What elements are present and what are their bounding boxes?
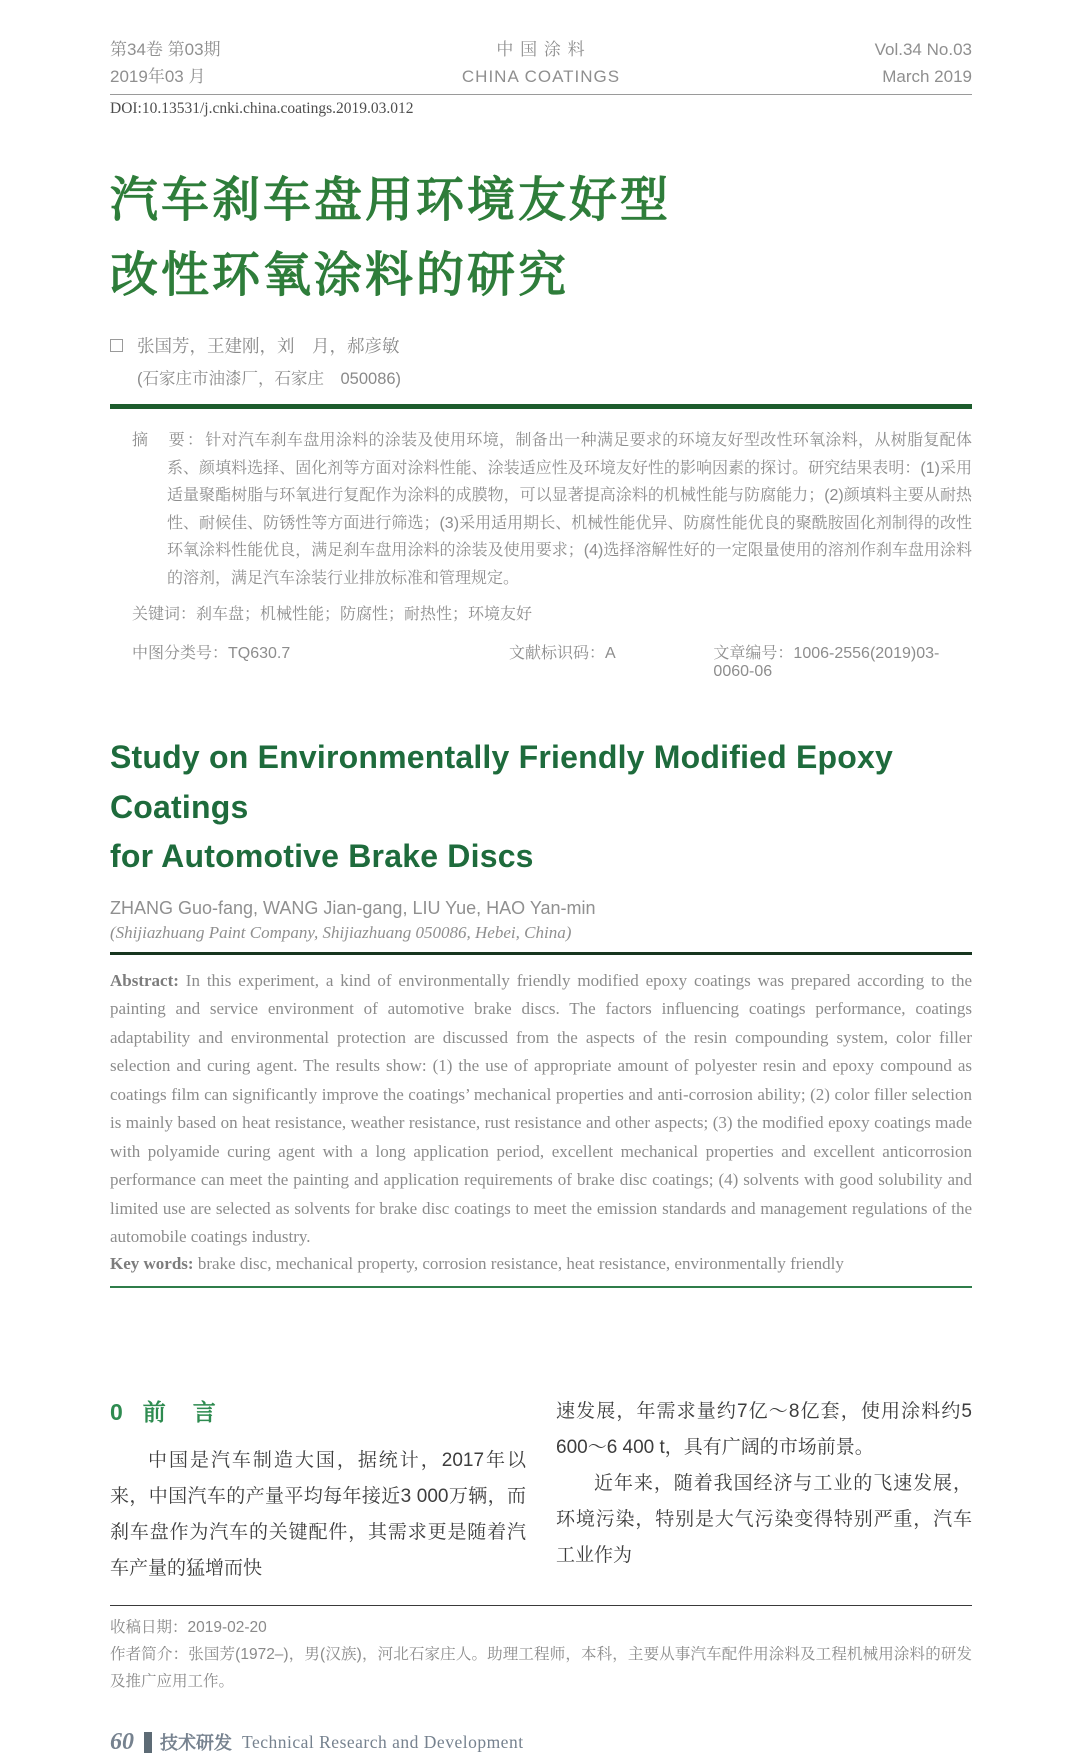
doi: DOI:10.13531/j.cnki.china.coatings.2019.03.012 bbox=[110, 100, 414, 118]
english-title-divider-rule bbox=[110, 952, 972, 955]
article-id: 文章编号：1006-2556(2019)03-0060-06 bbox=[713, 645, 940, 681]
body-column-left bbox=[110, 1394, 526, 1587]
author-bio: 作者简介：张国芳(1972–)，男(汉族)，河北石家庄人。助理工程师，本科，主要从事汽车配件用涂料及工程机械用涂料的研发及推广应用工作。 bbox=[110, 1645, 972, 1690]
authors-en: ZHANG Guo-fang, WANG Jian-gang, LIU Yue, HAO Yan-min bbox=[110, 897, 596, 918]
footer-section-cn: 技术研发 bbox=[160, 1733, 232, 1754]
abstract-cn bbox=[132, 427, 972, 592]
page-footer bbox=[110, 1729, 972, 1756]
title-divider-rule bbox=[110, 404, 972, 409]
page-number: 60 bbox=[110, 1728, 134, 1755]
header-vol-info bbox=[685, 36, 972, 90]
journal-name-cn: 中 国 涂 料 bbox=[496, 40, 586, 59]
abstract-text-cn: 针对汽车刹车盘用涂料的涂装及使用环境，制备出一种满足要求的环境友好型改性环氧涂料，从树脂复配体系、颜填料选择、固化剂等方面对涂料性能、涂装适应性及环境友好性的影响因素的探讨。研究结果表明：(1)采用适量聚酯树脂与环氧进行复配作为涂料的成膜物，可以显著提高涂料的机械性能与防腐能力；(2)颜填料主要从耐热性、耐候佳、防锈性等方面进行筛选；(3)采用适用期长、机械性能优异、防腐性能优良的聚酰胺固化剂制得的改性环氧涂料性能优良，满足刹车盘用涂料的涂装及使用要求；(4)选择溶解性好的一定限量使用的溶剂作刹车盘用涂料的溶剂，满足汽车涂装行业排放标准和管理规定。 bbox=[167, 432, 972, 587]
issue-date-en: March 2019 bbox=[882, 67, 972, 87]
journal-name-en: CHINA COATINGS bbox=[461, 67, 621, 87]
keywords-cn: 刹车盘；机械性能；防腐性；耐热性；环境友好 bbox=[196, 606, 533, 624]
author-square-marker bbox=[110, 339, 123, 352]
document-code: 文献标识码：A bbox=[509, 645, 616, 663]
article-title-en-line2: for Automotive Brake Discs bbox=[110, 838, 534, 875]
vol-no-en: Vol.34 No.03 bbox=[874, 40, 972, 59]
abstract-bottom-rule bbox=[110, 1286, 972, 1288]
header-issue-info bbox=[110, 36, 397, 90]
authors-cn-row bbox=[110, 333, 972, 358]
journal-header bbox=[110, 36, 972, 95]
keywords-en-row bbox=[110, 1254, 972, 1274]
article-title-cn bbox=[110, 164, 972, 313]
keywords-en: brake disc, mechanical property, corrosion resistance, heat resistance, environmentally friendly bbox=[197, 1253, 844, 1273]
article-title-en-line1: Study on Environmentally Friendly Modified Epoxy Coatings bbox=[110, 739, 894, 825]
clc-number: 中图分类号：TQ630.7 bbox=[132, 645, 291, 663]
body-paragraph: 中国是汽车制造大国，据统计，2017年以来，中国汽车的产量平均每年接近3 000万辆，而刹车盘作为汽车的关键配件，其需求更是随着汽车产量的猛增而快 bbox=[110, 1449, 526, 1579]
body-column-right bbox=[556, 1394, 972, 1587]
authors-cn: 张国芳，王建刚，刘 月，郝彦敏 bbox=[137, 336, 400, 357]
article-meta-row bbox=[132, 640, 972, 681]
affiliation-en: (Shijiazhuang Paint Company, Shijiazhuang 050086, Hebei, China) bbox=[110, 922, 572, 942]
abstract-en bbox=[110, 967, 972, 1252]
volume-issue: 第34卷 第03期 bbox=[110, 40, 221, 59]
abstract-text-en: In this experiment, a kind of environmentally friendly modified epoxy coatings was prepared according to the painting and service environment of automotive brake discs. The factors influencing coatings performance, coatings adaptability and environmental protection are discussed from the aspects of the resin compounding system, color filler selection and curing agent. The results show: (1) the use of appropriate amount of polyester resin and epoxy compound as coatings film can significantly improve the coatings’ mechanical properties and anti-corrosion ability; (2) color filler selection is mainly based on heat resistance, weather resistance, rust resistance and other aspects; (3) the modified epoxy coatings made with polyamide curing agent with a long application period, excellent mechanical properties and excellent anticorrosion performance can meet the painting and application requirements of brake disc coatings; (4) solvents with good solubility and limited use are selected as solvents for brake disc coatings to meet the emission standards and management regulations of the automobile coatings industry. bbox=[110, 970, 972, 1247]
issue-date-cn: 2019年03 月 bbox=[110, 67, 206, 87]
article-title-cn-line1: 汽车刹车盘用环境友好型 bbox=[110, 174, 672, 228]
section-title: 前 言 bbox=[142, 1398, 218, 1425]
footer-bar-marker bbox=[144, 1732, 152, 1753]
affiliation-cn: (石家庄市油漆厂，石家庄 050086) bbox=[137, 370, 402, 389]
footer-section-en: Technical Research and Development bbox=[242, 1731, 524, 1752]
abstract-label-cn: 摘 要： bbox=[132, 432, 206, 450]
received-date: 收稿日期：2019-02-20 bbox=[110, 1618, 267, 1636]
abstract-label-en: Abstract: bbox=[110, 970, 179, 990]
body-paragraph: 速发展，年需求量约7亿～8亿套，使用涂料约5 600～6 400 t，具有广阔的市场前景。 bbox=[556, 1400, 972, 1458]
footnote-divider-rule bbox=[110, 1605, 972, 1606]
keywords-label-en: Key words: bbox=[110, 1253, 194, 1273]
article-title-en bbox=[110, 733, 972, 882]
journal-name bbox=[397, 36, 684, 90]
section-heading bbox=[110, 1394, 526, 1427]
footnote-block bbox=[110, 1614, 972, 1695]
body-columns bbox=[110, 1394, 972, 1587]
keywords-cn-row bbox=[132, 601, 972, 624]
article-title-cn-line2: 改性环氧涂料的研究 bbox=[110, 248, 570, 302]
abstract-block-cn bbox=[132, 427, 972, 681]
section-number: 0 bbox=[110, 1398, 125, 1425]
body-paragraph: 近年来，随着我国经济与工业的飞速发展，环境污染，特别是大气污染变得特别严重，汽车工业作为 bbox=[556, 1472, 972, 1566]
keywords-label-cn: 关键词： bbox=[132, 606, 197, 624]
